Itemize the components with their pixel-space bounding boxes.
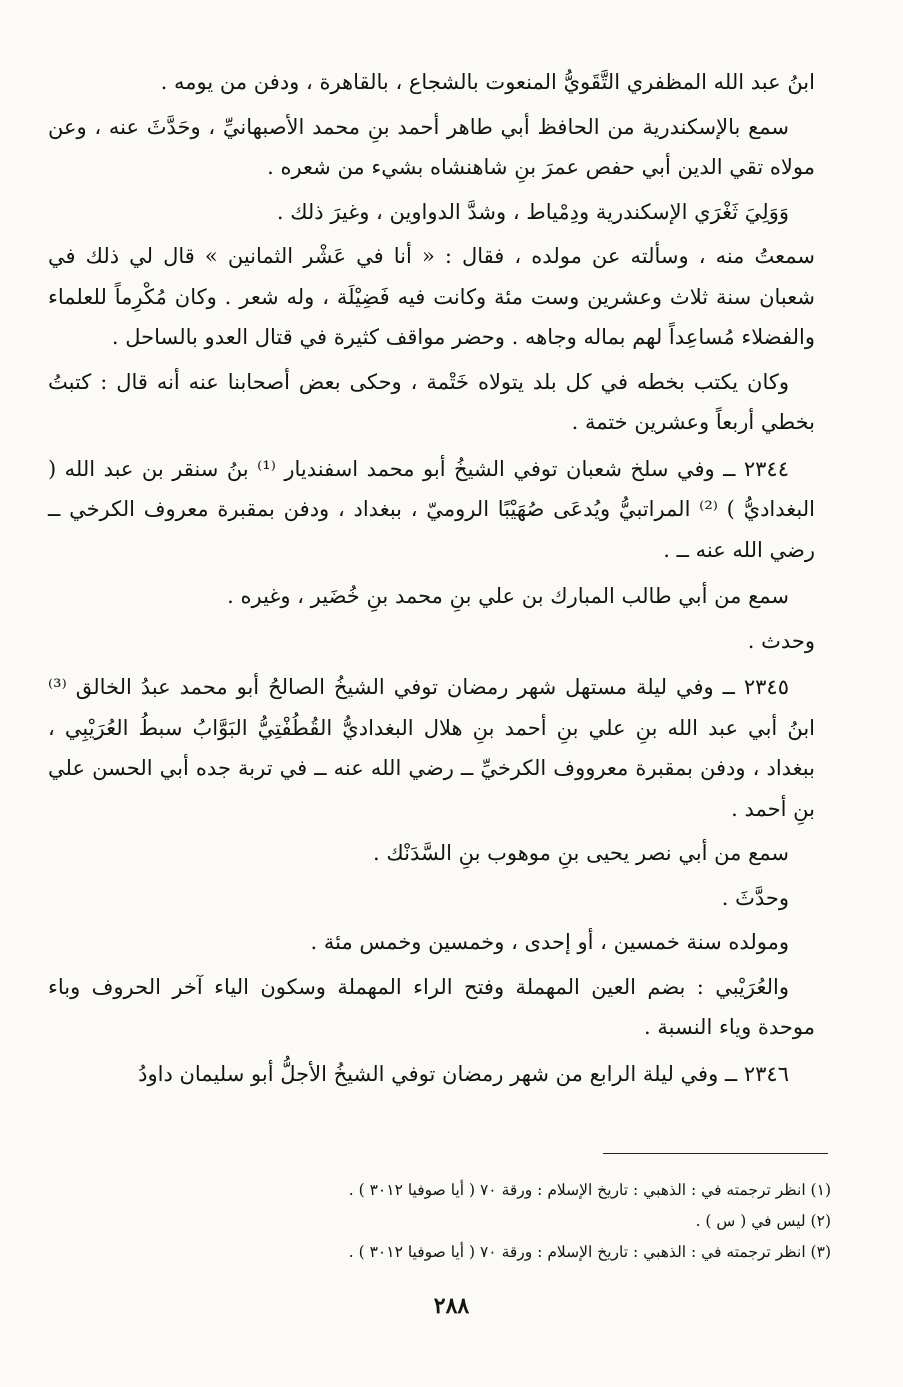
paragraph-3: وَوَلِيَ ثَغْرَي الإسكندرية ودِمْياط ، وشدَّ الدواوين ، وغيرَ ذلك . [276, 199, 789, 224]
footnote-divider [603, 1153, 828, 1154]
entry-2344: ٢٣٤٤ ــ وفي سلخ شعبان توفي الشيخُ أبو محمد اسفنديار ⁽¹⁾ بنُ سنقر بن عبد الله ( البغداديُّ ) ⁽²⁾ المراتبيُّ ويُدعَى صُهَيْبًا الروميّ ، ببغداد ، ودفن بمقبرة معروف الكرخي ــ رضي الله عنه ــ . [48, 456, 815, 562]
page-number: ٢٨٨ [433, 1293, 470, 1319]
paragraph-8: وحدث . [747, 628, 815, 653]
paragraph-2: سمع بالإسكندرية من الحافظ أبي طاهر أحمد بنِ محمد الأصبهانيِّ ، وحَدَّثَ عنه ، وعن مولاه تقي الدين أبي حفص عمرَ بنِ شاهنشاه بشيء من شعره . [48, 114, 815, 179]
entry-2345: ٢٣٤٥ ــ وفي ليلة مستهل شهر رمضان توفي الشيخُ الصالحُ أبو محمد عبدُ الخالق ⁽³⁾ ابنُ أبي عبد الله بنِ علي بنِ أحمد بنِ هلال البغداديُّ القُطُفْتِيُّ البَوَّابُ سبطُ العُرَيْبِي ، ببغداد ، ودفن بمقبرة معرووف الكرخيِّ ــ رضي الله عنه ــ في تربة جده أبي الحسن علي بنِ أحمد . [48, 675, 815, 821]
footnotes [60, 1175, 831, 1268]
paragraph-5: وكان يكتب بخطه في كل بلد يتولاه خَتْمة ، وحكى بعض أصحابنا عنه أنه قال : كتبتُ بخطي أربعاً وعشرين ختمة . [48, 369, 815, 434]
paragraph-4: سمعتُ منه ، وسألته عن مولده ، فقال : « أنا في عَشْر الثمانين » قال لي ذلك في شعبان سنة ثلاث وعشرين وست مئة وكانت فيه فَضِيْلَة ، وله شعر . وكان مُكْرِماً للعلماء والفضلاء مُساعِداً لهم بماله وجاهه . وحضر مواقف كثيرة في قتال العدو بالساحل . [48, 244, 815, 349]
footnote-2: (٢) ليس في ( س ) . [695, 1212, 831, 1230]
paragraph-10: سمع من أبي نصر يحيى بنِ موهوب بنِ السَّدَنْك . [373, 841, 789, 865]
main-text [48, 62, 815, 1098]
paragraph-13: والعُرَيْبي : بضم العين المهملة وفتح الراء المهملة وسكون الياء آخر الحروف وباء موحدة وياء النسبة . [48, 974, 815, 1039]
entry-2346: ٢٣٤٦ ــ وفي ليلة الرابع من شهر رمضان توفي الشيخُ الأجلُّ أبو سليمان داودُ [138, 1061, 789, 1086]
paragraph-1: ابنُ عبد الله المظفري التَّقَويُّ المنعوت بالشجاع ، بالقاهرة ، ودفن من يومه . [160, 70, 815, 94]
footnote-3: (٣) انظر ترجمته في : الذهبي : تاريخ الإسلام : ورقة ٧٠ ( أيا صوفيا ٣٠١٢ ) . [348, 1243, 831, 1261]
footnote-1: (١) انظر ترجمته في : الذهبي : تاريخ الإسلام : ورقة ٧٠ ( أيا صوفيا ٣٠١٢ ) . [348, 1181, 831, 1199]
paragraph-7: سمع من أبي طالب المبارك بن علي بنِ محمد بنِ خُضَير ، وغيره . [227, 584, 789, 608]
paragraph-11: وحدَّثَ . [721, 885, 789, 910]
paragraph-12: ومولده سنة خمسين ، أو إحدى ، وخمسين وخمس مئة . [310, 930, 789, 954]
